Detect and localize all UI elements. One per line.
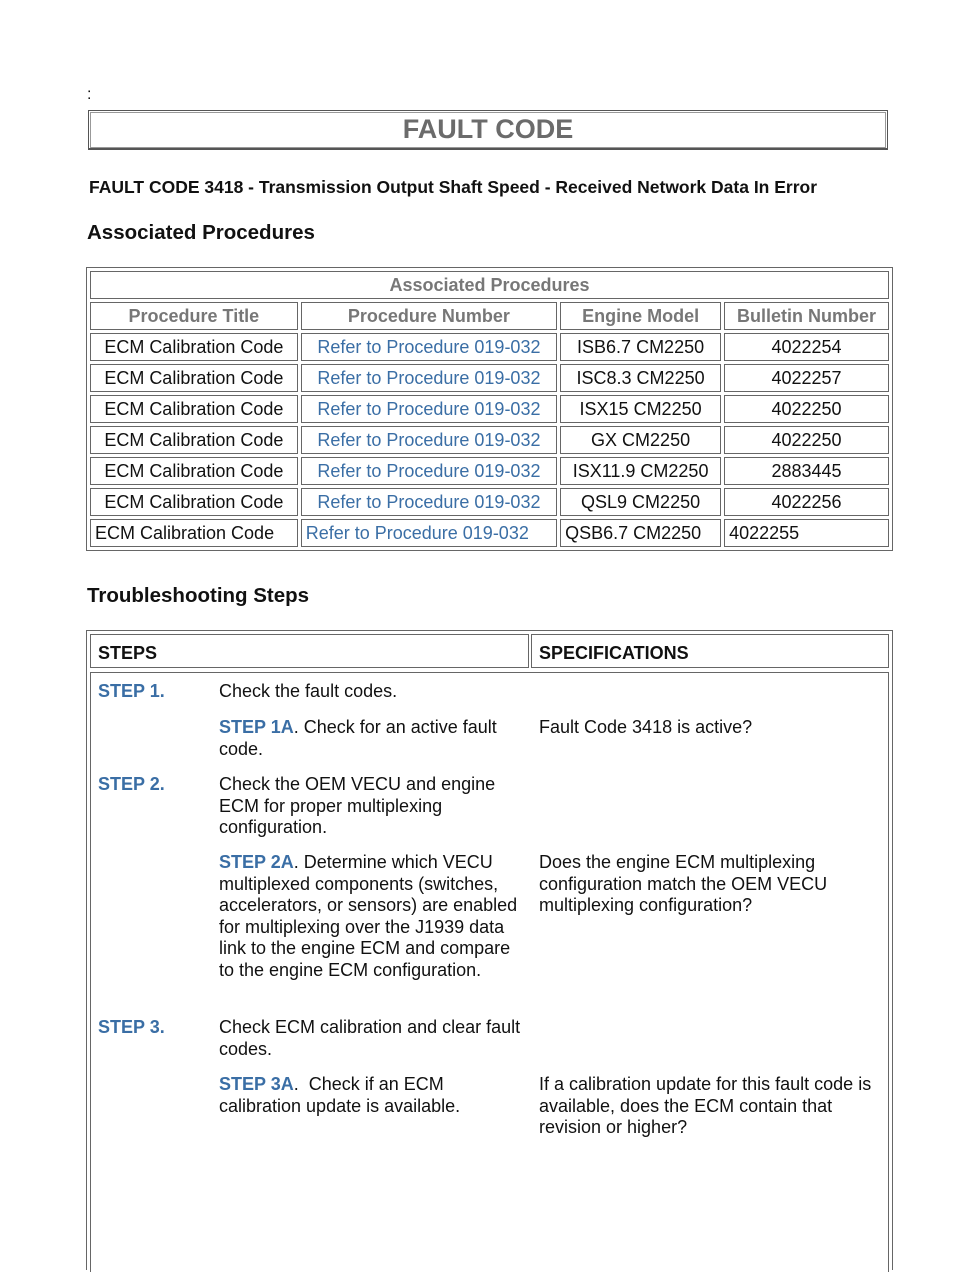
fault-code-heading: FAULT CODE 3418 - Transmission Output Shaft Speed - Received Network Data In Error: [89, 177, 818, 197]
table-header-row: [90, 302, 889, 330]
header-bulletin-number: Bulletin Number: [724, 302, 889, 330]
step-2a-specification: Does the engine ECM multiplexing configuration match the OEM VECU multiplexing configuration?: [539, 852, 828, 915]
specifications-column-header: SPECIFICATIONS: [531, 634, 889, 668]
header-procedure-number: Procedure Number: [301, 302, 557, 330]
step-1a-specification: Fault Code 3418 is active?: [539, 717, 753, 737]
step-3-label: STEP 3.: [98, 1017, 165, 1037]
steps-column-header: STEPS: [90, 634, 529, 668]
procedure-link[interactable]: Refer to Procedure 019-032: [301, 426, 557, 454]
procedure-title-cell: ECM Calibration Code: [90, 488, 298, 516]
bulletin-number-cell: 4022250: [724, 426, 889, 454]
step-3a-label: STEP 3A: [219, 1074, 294, 1094]
header-procedure-title: Procedure Title: [90, 302, 298, 330]
bulletin-number-cell: 4022256: [724, 488, 889, 516]
step-3a-text: . Check if an ECM calibration update is available.: [219, 1074, 461, 1116]
bulletin-number-cell: 2883445: [724, 457, 889, 485]
associated-procedures-table: [86, 267, 893, 551]
table-row: [90, 457, 889, 485]
steps-body: [90, 672, 889, 1272]
step-2-label: STEP 2.: [98, 774, 165, 794]
procedure-title-cell: ECM Calibration Code: [90, 426, 298, 454]
table-row: [90, 364, 889, 392]
engine-model-cell: ISX11.9 CM2250: [560, 457, 721, 485]
header-engine-model: Engine Model: [560, 302, 721, 330]
table-row: [90, 333, 889, 361]
step-2-text: Check the OEM VECU and engine ECM for proper multiplexing configuration.: [219, 774, 496, 837]
procedure-link[interactable]: Refer to Procedure 019-032: [301, 364, 557, 392]
procedure-title-cell: ECM Calibration Code: [90, 364, 298, 392]
step-2a-text: . Determine which VECU multiplexed components (switches, accelerators, or sensors) are enabled for multiplexing over the J1939 data link to the engine ECM and compare to the engine ECM configuration.: [219, 852, 518, 980]
table-caption: Associated Procedures: [90, 271, 889, 299]
step-1-label: STEP 1.: [98, 681, 165, 701]
procedure-link[interactable]: Refer to Procedure 019-032: [301, 457, 557, 485]
engine-model-cell: QSL9 CM2250: [560, 488, 721, 516]
associated-procedures-heading: Associated Procedures: [87, 221, 315, 244]
step-1a-description: [219, 717, 529, 760]
step-3a-description: [219, 1074, 529, 1117]
engine-model-cell: ISB6.7 CM2250: [560, 333, 721, 361]
step-1-text: Check the fault codes.: [219, 681, 398, 701]
procedure-link[interactable]: Refer to Procedure 019-032: [301, 333, 557, 361]
step-1a-text: . Check for an active fault code.: [219, 717, 497, 759]
step-2a-label: STEP 2A: [219, 852, 294, 872]
troubleshooting-steps-heading: Troubleshooting Steps: [87, 584, 310, 607]
table-row: [90, 395, 889, 423]
bulletin-number-cell: 4022254: [724, 333, 889, 361]
bulletin-number-cell: 4022257: [724, 364, 889, 392]
bulletin-number-cell: 4022250: [724, 395, 889, 423]
procedure-title-cell: ECM Calibration Code: [90, 333, 298, 361]
engine-model-cell: QSB6.7 CM2250: [560, 519, 721, 547]
troubleshooting-table: [86, 630, 893, 1270]
procedure-title-cell: ECM Calibration Code: [90, 457, 298, 485]
procedure-title-cell: ECM Calibration Code: [90, 395, 298, 423]
procedure-link[interactable]: Refer to Procedure 019-032: [301, 519, 557, 547]
colon-mark: :: [87, 86, 92, 103]
procedure-link[interactable]: Refer to Procedure 019-032: [301, 488, 557, 516]
page-title-box: [88, 110, 888, 150]
bulletin-number-cell: 4022255: [724, 519, 889, 547]
engine-model-cell: GX CM2250: [560, 426, 721, 454]
page-title: FAULT CODE: [402, 114, 574, 144]
step-2a-description: [219, 852, 529, 981]
procedure-title-cell: ECM Calibration Code: [90, 519, 298, 547]
table-row: [90, 426, 889, 454]
engine-model-cell: ISC8.3 CM2250: [560, 364, 721, 392]
procedure-link[interactable]: Refer to Procedure 019-032: [301, 395, 557, 423]
table-row: [90, 488, 889, 516]
step-3a-specification: If a calibration update for this fault code is available, does the ECM contain that revision or higher?: [539, 1074, 872, 1137]
step-3-text: Check ECM calibration and clear fault codes.: [219, 1017, 521, 1059]
engine-model-cell: ISX15 CM2250: [560, 395, 721, 423]
step-1a-label: STEP 1A: [219, 717, 294, 737]
table-row: [90, 519, 889, 547]
